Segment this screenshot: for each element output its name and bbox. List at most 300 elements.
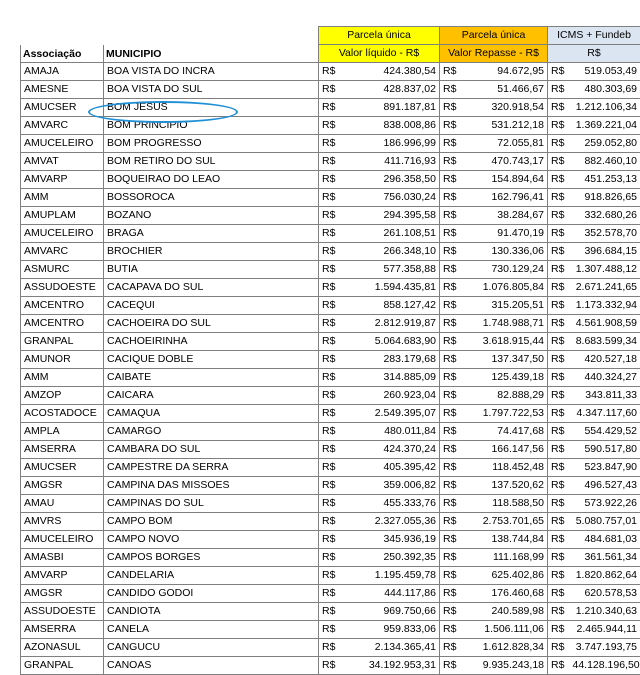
cell-associacao[interactable]: AMUCSER <box>21 459 104 477</box>
cell-currency[interactable]: R$ <box>440 135 462 153</box>
table-row[interactable] <box>21 171 640 189</box>
cell-municipio[interactable]: BOM RETIRO DO SUL <box>104 153 319 171</box>
cell-currency[interactable]: R$ <box>440 243 462 261</box>
cell-icms-fundeb[interactable]: 590.517,80 <box>570 441 640 459</box>
cell-currency[interactable]: R$ <box>548 63 570 81</box>
cell-currency[interactable]: R$ <box>548 567 570 585</box>
cell-valor-repasse[interactable]: 315.205,51 <box>462 297 548 315</box>
cell-currency[interactable]: R$ <box>319 477 343 495</box>
cell-valor-liquido[interactable]: 424.370,24 <box>343 441 440 459</box>
cell-icms-fundeb[interactable]: 2.671.241,65 <box>570 279 640 297</box>
cell-icms-fundeb[interactable]: 1.369.221,04 <box>570 117 640 135</box>
cell-valor-repasse[interactable]: 240.589,98 <box>462 603 548 621</box>
cell-currency[interactable]: R$ <box>440 99 462 117</box>
cell-valor-repasse[interactable]: 1.612.828,34 <box>462 639 548 657</box>
cell-valor-liquido[interactable]: 283.179,68 <box>343 351 440 369</box>
cell-municipio[interactable]: BOM JESUS <box>104 99 319 117</box>
table-row[interactable] <box>21 315 640 333</box>
cell-municipio[interactable]: BROCHIER <box>104 243 319 261</box>
cell-currency[interactable]: R$ <box>319 81 343 99</box>
cell-associacao[interactable]: AMGSR <box>21 585 104 603</box>
table-row[interactable] <box>21 621 640 639</box>
cell-currency[interactable]: R$ <box>440 639 462 657</box>
cell-currency[interactable]: R$ <box>548 657 570 675</box>
cell-currency[interactable]: R$ <box>440 621 462 639</box>
cell-currency[interactable]: R$ <box>319 297 343 315</box>
cell-municipio[interactable]: CANDELARIA <box>104 567 319 585</box>
cell-currency[interactable]: R$ <box>440 441 462 459</box>
cell-currency[interactable]: R$ <box>319 189 343 207</box>
cell-icms-fundeb[interactable]: 440.324,27 <box>570 369 640 387</box>
cell-currency[interactable]: R$ <box>440 351 462 369</box>
cell-currency[interactable]: R$ <box>548 207 570 225</box>
cell-icms-fundeb[interactable]: 1.173.332,94 <box>570 297 640 315</box>
cell-valor-repasse[interactable]: 94.672,95 <box>462 63 548 81</box>
cell-associacao[interactable]: AMCENTRO <box>21 297 104 315</box>
table-row[interactable] <box>21 567 640 585</box>
table-row[interactable] <box>21 423 640 441</box>
cell-valor-liquido[interactable]: 424.380,54 <box>343 63 440 81</box>
cell-icms-fundeb[interactable]: 2.465.944,11 <box>570 621 640 639</box>
cell-currency[interactable]: R$ <box>319 621 343 639</box>
cell-currency[interactable]: R$ <box>440 171 462 189</box>
cell-municipio[interactable]: CACEQUI <box>104 297 319 315</box>
cell-valor-liquido[interactable]: 5.064.683,90 <box>343 333 440 351</box>
cell-municipio[interactable]: CAMBARA DO SUL <box>104 441 319 459</box>
cell-valor-repasse[interactable]: 1.076.805,84 <box>462 279 548 297</box>
cell-municipio[interactable]: CANELA <box>104 621 319 639</box>
table-row[interactable] <box>21 207 640 225</box>
table-row[interactable] <box>21 351 640 369</box>
cell-currency[interactable]: R$ <box>440 189 462 207</box>
table-row[interactable] <box>21 153 640 171</box>
table-row[interactable] <box>21 531 640 549</box>
cell-icms-fundeb[interactable]: 343.811,33 <box>570 387 640 405</box>
cell-currency[interactable]: R$ <box>440 315 462 333</box>
cell-municipio[interactable]: CANDIOTA <box>104 603 319 621</box>
cell-valor-liquido[interactable]: 359.006,82 <box>343 477 440 495</box>
cell-valor-repasse[interactable]: 166.147,56 <box>462 441 548 459</box>
table-row[interactable] <box>21 441 640 459</box>
cell-currency[interactable]: R$ <box>440 477 462 495</box>
cell-associacao[interactable]: AMUCELEIRO <box>21 135 104 153</box>
cell-associacao[interactable]: GRANPAL <box>21 657 104 675</box>
cell-currency[interactable]: R$ <box>319 567 343 585</box>
cell-icms-fundeb[interactable]: 480.303,69 <box>570 81 640 99</box>
cell-currency[interactable]: R$ <box>319 531 343 549</box>
cell-associacao[interactable]: AMUCSER <box>21 99 104 117</box>
cell-valor-liquido[interactable]: 1.594.435,81 <box>343 279 440 297</box>
cell-municipio[interactable]: CACIQUE DOBLE <box>104 351 319 369</box>
cell-currency[interactable]: R$ <box>548 261 570 279</box>
cell-associacao[interactable]: ASMURC <box>21 261 104 279</box>
cell-valor-repasse[interactable]: 176.460,68 <box>462 585 548 603</box>
cell-valor-liquido[interactable]: 296.358,50 <box>343 171 440 189</box>
cell-municipio[interactable]: CACAPAVA DO SUL <box>104 279 319 297</box>
cell-municipio[interactable]: CANGUCU <box>104 639 319 657</box>
cell-valor-repasse[interactable]: 72.055,81 <box>462 135 548 153</box>
cell-associacao[interactable]: AMASBI <box>21 549 104 567</box>
cell-currency[interactable]: R$ <box>319 387 343 405</box>
cell-currency[interactable]: R$ <box>548 279 570 297</box>
cell-currency[interactable]: R$ <box>548 135 570 153</box>
table-row[interactable] <box>21 459 640 477</box>
cell-valor-repasse[interactable]: 470.743,17 <box>462 153 548 171</box>
cell-associacao[interactable]: AMUNOR <box>21 351 104 369</box>
cell-valor-liquido[interactable]: 314.885,09 <box>343 369 440 387</box>
cell-currency[interactable]: R$ <box>319 441 343 459</box>
cell-currency[interactable]: R$ <box>548 315 570 333</box>
cell-valor-repasse[interactable]: 137.520,62 <box>462 477 548 495</box>
cell-valor-liquido[interactable]: 186.996,99 <box>343 135 440 153</box>
cell-currency[interactable]: R$ <box>548 603 570 621</box>
cell-currency[interactable]: R$ <box>440 567 462 585</box>
cell-associacao[interactable]: AMESNE <box>21 81 104 99</box>
table-row[interactable] <box>21 603 640 621</box>
cell-associacao[interactable]: ACOSTADOCE <box>21 405 104 423</box>
cell-associacao[interactable]: AMM <box>21 369 104 387</box>
cell-associacao[interactable]: AMPLA <box>21 423 104 441</box>
cell-valor-liquido[interactable]: 858.127,42 <box>343 297 440 315</box>
cell-currency[interactable]: R$ <box>319 603 343 621</box>
cell-currency[interactable]: R$ <box>548 369 570 387</box>
cell-valor-repasse[interactable]: 1.506.111,06 <box>462 621 548 639</box>
cell-municipio[interactable]: BOSSOROCA <box>104 189 319 207</box>
cell-valor-liquido[interactable]: 444.117,86 <box>343 585 440 603</box>
cell-currency[interactable]: R$ <box>319 63 343 81</box>
cell-valor-repasse[interactable]: 38.284,67 <box>462 207 548 225</box>
table-row[interactable] <box>21 495 640 513</box>
cell-currency[interactable]: R$ <box>319 351 343 369</box>
cell-valor-repasse[interactable]: 130.336,06 <box>462 243 548 261</box>
cell-currency[interactable]: R$ <box>440 531 462 549</box>
cell-currency[interactable]: R$ <box>440 387 462 405</box>
cell-currency[interactable]: R$ <box>548 495 570 513</box>
cell-municipio[interactable]: CAICARA <box>104 387 319 405</box>
cell-valor-repasse[interactable]: 1.748.988,71 <box>462 315 548 333</box>
cell-currency[interactable]: R$ <box>548 153 570 171</box>
cell-associacao[interactable]: ASSUDOESTE <box>21 279 104 297</box>
cell-currency[interactable]: R$ <box>319 261 343 279</box>
cell-municipio[interactable]: BUTIA <box>104 261 319 279</box>
cell-currency[interactable]: R$ <box>548 549 570 567</box>
cell-currency[interactable]: R$ <box>548 297 570 315</box>
cell-municipio[interactable]: CAMPOS BORGES <box>104 549 319 567</box>
cell-icms-fundeb[interactable]: 44.128.196,50 <box>570 657 640 675</box>
cell-associacao[interactable]: AMCENTRO <box>21 315 104 333</box>
table-row[interactable] <box>21 243 640 261</box>
cell-currency[interactable]: R$ <box>319 423 343 441</box>
cell-currency[interactable]: R$ <box>440 405 462 423</box>
cell-municipio[interactable]: CANOAS <box>104 657 319 675</box>
cell-currency[interactable]: R$ <box>548 351 570 369</box>
cell-associacao[interactable]: AMZOP <box>21 387 104 405</box>
cell-currency[interactable]: R$ <box>319 459 343 477</box>
cell-valor-repasse[interactable]: 320.918,54 <box>462 99 548 117</box>
cell-valor-liquido[interactable]: 959.833,06 <box>343 621 440 639</box>
cell-municipio[interactable]: CAMPINAS DO SUL <box>104 495 319 513</box>
cell-valor-repasse[interactable]: 74.417,68 <box>462 423 548 441</box>
cell-municipio[interactable]: BOZANO <box>104 207 319 225</box>
cell-valor-liquido[interactable]: 261.108,51 <box>343 225 440 243</box>
cell-icms-fundeb[interactable]: 352.578,70 <box>570 225 640 243</box>
cell-currency[interactable]: R$ <box>548 531 570 549</box>
cell-icms-fundeb[interactable]: 396.684,15 <box>570 243 640 261</box>
cell-icms-fundeb[interactable]: 4.561.908,59 <box>570 315 640 333</box>
table-row[interactable] <box>21 279 640 297</box>
cell-associacao[interactable]: AMVARC <box>21 117 104 135</box>
cell-icms-fundeb[interactable]: 4.347.117,60 <box>570 405 640 423</box>
cell-icms-fundeb[interactable]: 573.922,26 <box>570 495 640 513</box>
cell-valor-liquido[interactable]: 891.187,81 <box>343 99 440 117</box>
cell-valor-repasse[interactable]: 82.888,29 <box>462 387 548 405</box>
cell-icms-fundeb[interactable]: 519.053,49 <box>570 63 640 81</box>
cell-currency[interactable]: R$ <box>548 171 570 189</box>
cell-valor-liquido[interactable]: 250.392,35 <box>343 549 440 567</box>
cell-icms-fundeb[interactable]: 523.847,90 <box>570 459 640 477</box>
cell-currency[interactable]: R$ <box>440 495 462 513</box>
cell-currency[interactable]: R$ <box>440 81 462 99</box>
cell-icms-fundeb[interactable]: 332.680,26 <box>570 207 640 225</box>
cell-valor-liquido[interactable]: 260.923,04 <box>343 387 440 405</box>
cell-valor-liquido[interactable]: 838.008,86 <box>343 117 440 135</box>
cell-valor-repasse[interactable]: 154.894,64 <box>462 171 548 189</box>
cell-currency[interactable]: R$ <box>319 639 343 657</box>
cell-associacao[interactable]: AMGSR <box>21 477 104 495</box>
cell-currency[interactable]: R$ <box>440 207 462 225</box>
cell-municipio[interactable]: CAMPINA DAS MISSOES <box>104 477 319 495</box>
cell-currency[interactable]: R$ <box>548 513 570 531</box>
cell-currency[interactable]: R$ <box>548 585 570 603</box>
cell-valor-repasse[interactable]: 162.796,41 <box>462 189 548 207</box>
cell-currency[interactable]: R$ <box>440 369 462 387</box>
cell-associacao[interactable]: AMVARP <box>21 567 104 585</box>
cell-valor-repasse[interactable]: 91.470,19 <box>462 225 548 243</box>
cell-currency[interactable]: R$ <box>440 117 462 135</box>
cell-associacao[interactable]: GRANPAL <box>21 333 104 351</box>
cell-icms-fundeb[interactable]: 1.820.862,64 <box>570 567 640 585</box>
cell-valor-liquido[interactable]: 969.750,66 <box>343 603 440 621</box>
cell-associacao[interactable]: AMAU <box>21 495 104 513</box>
cell-icms-fundeb[interactable]: 5.080.757,01 <box>570 513 640 531</box>
table-row[interactable] <box>21 405 640 423</box>
cell-valor-liquido[interactable]: 294.395,58 <box>343 207 440 225</box>
cell-currency[interactable]: R$ <box>440 585 462 603</box>
cell-associacao[interactable]: AMAJA <box>21 63 104 81</box>
cell-icms-fundeb[interactable]: 1.307.488,12 <box>570 261 640 279</box>
cell-icms-fundeb[interactable]: 1.212.106,34 <box>570 99 640 117</box>
cell-municipio[interactable]: CAIBATE <box>104 369 319 387</box>
cell-municipio[interactable]: CANDIDO GODOI <box>104 585 319 603</box>
cell-icms-fundeb[interactable]: 882.460,10 <box>570 153 640 171</box>
cell-currency[interactable]: R$ <box>319 657 343 675</box>
cell-municipio[interactable]: CACHOEIRA DO SUL <box>104 315 319 333</box>
cell-valor-liquido[interactable]: 2.812.919,87 <box>343 315 440 333</box>
cell-associacao[interactable]: AMSERRA <box>21 621 104 639</box>
table-row[interactable] <box>21 477 640 495</box>
cell-valor-repasse[interactable]: 730.129,24 <box>462 261 548 279</box>
table-row[interactable] <box>21 225 640 243</box>
cell-associacao[interactable]: AMVAT <box>21 153 104 171</box>
cell-municipio[interactable]: BOM PROGRESSO <box>104 135 319 153</box>
table-row[interactable] <box>21 63 640 81</box>
cell-icms-fundeb[interactable]: 3.747.193,75 <box>570 639 640 657</box>
cell-valor-repasse[interactable]: 3.618.915,44 <box>462 333 548 351</box>
cell-municipio[interactable]: CAMPO NOVO <box>104 531 319 549</box>
cell-municipio[interactable]: CAMPO BOM <box>104 513 319 531</box>
cell-currency[interactable]: R$ <box>440 261 462 279</box>
table-row[interactable] <box>21 189 640 207</box>
cell-currency[interactable]: R$ <box>319 279 343 297</box>
cell-currency[interactable]: R$ <box>548 243 570 261</box>
table-row[interactable] <box>21 369 640 387</box>
cell-icms-fundeb[interactable]: 484.681,03 <box>570 531 640 549</box>
cell-valor-liquido[interactable]: 2.327.055,36 <box>343 513 440 531</box>
cell-currency[interactable]: R$ <box>319 333 343 351</box>
cell-currency[interactable]: R$ <box>548 387 570 405</box>
cell-currency[interactable]: R$ <box>319 549 343 567</box>
cell-valor-liquido[interactable]: 428.837,02 <box>343 81 440 99</box>
cell-municipio[interactable]: CAMARGO <box>104 423 319 441</box>
cell-valor-repasse[interactable]: 2.753.701,65 <box>462 513 548 531</box>
cell-valor-repasse[interactable]: 118.588,50 <box>462 495 548 513</box>
cell-currency[interactable]: R$ <box>548 639 570 657</box>
cell-icms-fundeb[interactable]: 496.527,43 <box>570 477 640 495</box>
cell-associacao[interactable]: AMVARC <box>21 243 104 261</box>
cell-currency[interactable]: R$ <box>548 117 570 135</box>
cell-currency[interactable]: R$ <box>319 405 343 423</box>
cell-currency[interactable]: R$ <box>548 621 570 639</box>
cell-valor-liquido[interactable]: 455.333,76 <box>343 495 440 513</box>
cell-currency[interactable]: R$ <box>319 369 343 387</box>
table-row[interactable] <box>21 513 640 531</box>
cell-icms-fundeb[interactable]: 361.561,34 <box>570 549 640 567</box>
table-row[interactable] <box>21 657 640 675</box>
table-row[interactable] <box>21 549 640 567</box>
cell-currency[interactable]: R$ <box>319 315 343 333</box>
cell-currency[interactable]: R$ <box>440 423 462 441</box>
cell-currency[interactable]: R$ <box>548 333 570 351</box>
cell-valor-liquido[interactable]: 345.936,19 <box>343 531 440 549</box>
cell-municipio[interactable]: BOQUEIRAO DO LEAO <box>104 171 319 189</box>
cell-icms-fundeb[interactable]: 620.578,53 <box>570 585 640 603</box>
cell-currency[interactable]: R$ <box>319 99 343 117</box>
table-row[interactable] <box>21 135 640 153</box>
cell-municipio[interactable]: CACHOEIRINHA <box>104 333 319 351</box>
cell-icms-fundeb[interactable]: 259.052,80 <box>570 135 640 153</box>
cell-valor-liquido[interactable]: 1.195.459,78 <box>343 567 440 585</box>
table-row[interactable] <box>21 333 640 351</box>
table-row[interactable] <box>21 99 640 117</box>
cell-icms-fundeb[interactable]: 918.826,65 <box>570 189 640 207</box>
cell-valor-repasse[interactable]: 138.744,84 <box>462 531 548 549</box>
cell-currency[interactable]: R$ <box>440 513 462 531</box>
cell-municipio[interactable]: BOM PRINCIPIO <box>104 117 319 135</box>
cell-currency[interactable]: R$ <box>440 297 462 315</box>
cell-currency[interactable]: R$ <box>548 477 570 495</box>
cell-valor-liquido[interactable]: 34.192.953,31 <box>343 657 440 675</box>
cell-valor-repasse[interactable]: 125.439,18 <box>462 369 548 387</box>
cell-associacao[interactable]: AMSERRA <box>21 441 104 459</box>
cell-valor-repasse[interactable]: 531.212,18 <box>462 117 548 135</box>
cell-currency[interactable]: R$ <box>440 225 462 243</box>
cell-associacao[interactable]: ASSUDOESTE <box>21 603 104 621</box>
cell-valor-repasse[interactable]: 1.797.722,53 <box>462 405 548 423</box>
table-row[interactable] <box>21 81 640 99</box>
cell-currency[interactable]: R$ <box>440 603 462 621</box>
cell-municipio[interactable]: CAMAQUA <box>104 405 319 423</box>
cell-currency[interactable]: R$ <box>548 99 570 117</box>
cell-currency[interactable]: R$ <box>319 495 343 513</box>
cell-currency[interactable]: R$ <box>548 459 570 477</box>
cell-currency[interactable]: R$ <box>440 153 462 171</box>
cell-valor-liquido[interactable]: 2.549.395,07 <box>343 405 440 423</box>
cell-icms-fundeb[interactable]: 1.210.340,63 <box>570 603 640 621</box>
cell-associacao[interactable]: AMUCELEIRO <box>21 225 104 243</box>
cell-currency[interactable]: R$ <box>440 459 462 477</box>
cell-currency[interactable]: R$ <box>440 549 462 567</box>
cell-associacao[interactable]: AMVARP <box>21 171 104 189</box>
cell-currency[interactable]: R$ <box>319 585 343 603</box>
cell-currency[interactable]: R$ <box>548 189 570 207</box>
table-row[interactable] <box>21 387 640 405</box>
cell-currency[interactable]: R$ <box>319 513 343 531</box>
cell-currency[interactable]: R$ <box>548 423 570 441</box>
cell-valor-repasse[interactable]: 111.168,99 <box>462 549 548 567</box>
cell-valor-liquido[interactable]: 577.358,88 <box>343 261 440 279</box>
cell-icms-fundeb[interactable]: 420.527,18 <box>570 351 640 369</box>
cell-associacao[interactable]: AMUCELEIRO <box>21 531 104 549</box>
cell-currency[interactable]: R$ <box>319 207 343 225</box>
cell-valor-liquido[interactable]: 480.011,84 <box>343 423 440 441</box>
cell-valor-repasse[interactable]: 118.452,48 <box>462 459 548 477</box>
cell-municipio[interactable]: BOA VISTA DO SUL <box>104 81 319 99</box>
cell-currency[interactable]: R$ <box>319 117 343 135</box>
cell-valor-repasse[interactable]: 625.402,86 <box>462 567 548 585</box>
cell-currency[interactable]: R$ <box>548 81 570 99</box>
cell-currency[interactable]: R$ <box>319 135 343 153</box>
cell-valor-repasse[interactable]: 137.347,50 <box>462 351 548 369</box>
cell-currency[interactable]: R$ <box>319 153 343 171</box>
table-row[interactable] <box>21 297 640 315</box>
cell-currency[interactable]: R$ <box>440 333 462 351</box>
cell-valor-repasse[interactable]: 51.466,67 <box>462 81 548 99</box>
cell-currency[interactable]: R$ <box>319 225 343 243</box>
cell-icms-fundeb[interactable]: 8.683.599,34 <box>570 333 640 351</box>
cell-municipio[interactable]: BRAGA <box>104 225 319 243</box>
cell-currency[interactable]: R$ <box>548 225 570 243</box>
cell-icms-fundeb[interactable]: 451.253,13 <box>570 171 640 189</box>
cell-currency[interactable]: R$ <box>548 441 570 459</box>
cell-currency[interactable]: R$ <box>319 243 343 261</box>
cell-valor-repasse[interactable]: 9.935.243,18 <box>462 657 548 675</box>
table-row[interactable] <box>21 117 640 135</box>
cell-currency[interactable]: R$ <box>440 279 462 297</box>
table-row[interactable] <box>21 261 640 279</box>
cell-currency[interactable]: R$ <box>440 657 462 675</box>
cell-valor-liquido[interactable]: 266.348,10 <box>343 243 440 261</box>
cell-valor-liquido[interactable]: 411.716,93 <box>343 153 440 171</box>
cell-municipio[interactable]: CAMPESTRE DA SERRA <box>104 459 319 477</box>
cell-associacao[interactable]: AZONASUL <box>21 639 104 657</box>
cell-valor-liquido[interactable]: 405.395,42 <box>343 459 440 477</box>
cell-associacao[interactable]: AMVRS <box>21 513 104 531</box>
cell-currency[interactable]: R$ <box>440 63 462 81</box>
cell-icms-fundeb[interactable]: 554.429,52 <box>570 423 640 441</box>
cell-valor-liquido[interactable]: 2.134.365,41 <box>343 639 440 657</box>
cell-currency[interactable]: R$ <box>319 171 343 189</box>
table-row[interactable] <box>21 639 640 657</box>
